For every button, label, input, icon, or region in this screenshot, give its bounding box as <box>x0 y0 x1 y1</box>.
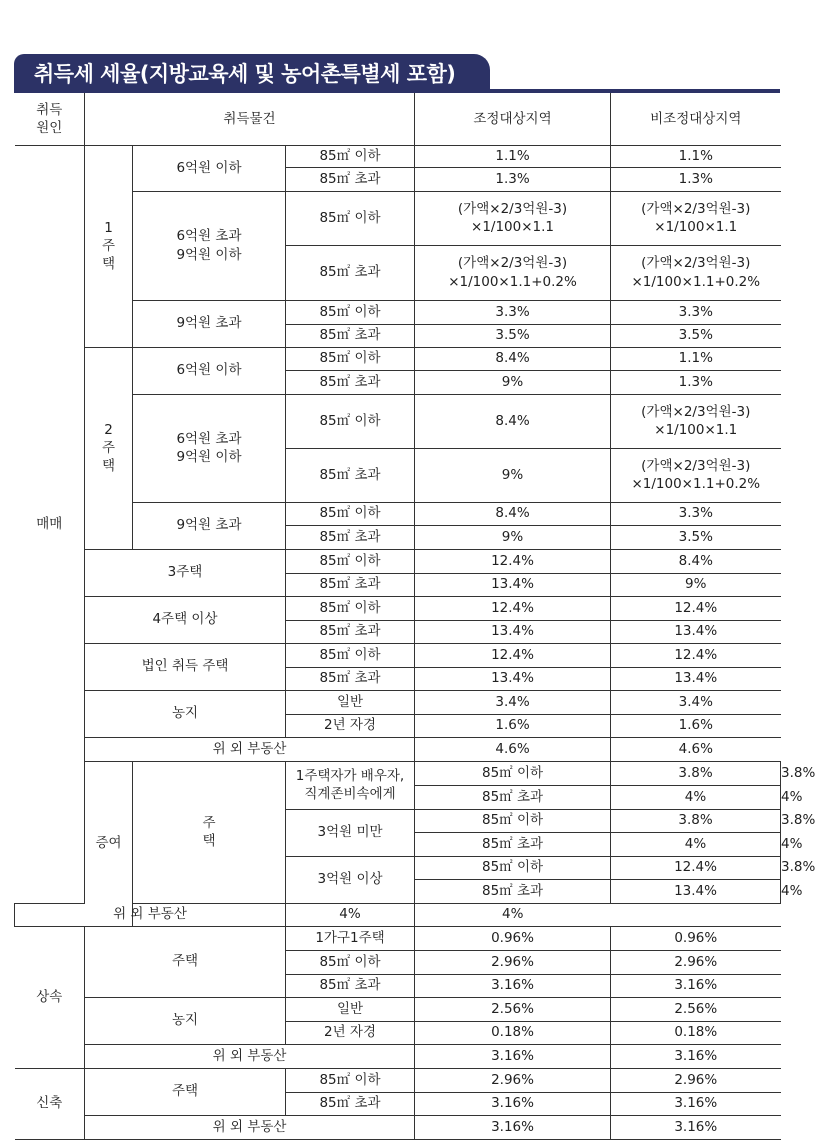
area-gt85: 85㎡ 초과 <box>286 448 415 502</box>
rate-non-adjusted: 13.4% <box>611 667 781 690</box>
rate-non-adjusted: 4% <box>415 903 611 926</box>
area-le85: 85㎡ 이하 <box>286 191 415 245</box>
spouse-label: 1주택자가 배우자, 직계존비속에게 <box>286 761 415 809</box>
rate-non-adjusted: 2.96% <box>611 1068 781 1092</box>
table-row <box>15 549 781 573</box>
header-cause: 취득 원인 <box>15 93 85 145</box>
rate-adjusted: 2.96% <box>415 950 611 974</box>
area-le85: 85㎡ 이하 <box>286 145 415 167</box>
rate-non-adjusted: 2.56% <box>611 997 781 1021</box>
table-row <box>15 596 781 620</box>
table-row <box>15 737 781 761</box>
section-sale: 매매 <box>15 145 85 903</box>
header-object: 취득물건 <box>85 93 415 145</box>
rate-adjusted: 2.96% <box>415 1068 611 1092</box>
rate-non-adjusted: 3.16% <box>611 1115 781 1139</box>
rate-non-adjusted: 13.4% <box>611 620 781 643</box>
farm-general: 일반 <box>286 690 415 714</box>
farm-two-year: 2년 자경 <box>286 1021 415 1044</box>
table-header-row <box>15 93 781 145</box>
section-inherit: 상속 <box>15 926 85 1068</box>
price-over-3: 3억원 이상 <box>286 856 415 903</box>
rate-non-adjusted: (가액×2/3억원-3) ×1/100×1.1+0.2% <box>611 245 781 300</box>
area-gt85: 85㎡ 초과 <box>286 324 415 347</box>
area-le85: 85㎡ 이하 <box>286 394 415 448</box>
header-adjusted: 조정대상지역 <box>415 93 611 145</box>
rate-non-adjusted: 3.3% <box>611 300 781 324</box>
price-6-to-9: 6억원 초과 9억원 이하 <box>133 191 286 300</box>
rate-adjusted: 3.4% <box>415 690 611 714</box>
rate-non-adjusted: 3.5% <box>611 525 781 549</box>
area-le85: 85㎡ 이하 <box>286 300 415 324</box>
other-property-label: 위 외 부동산 <box>85 1115 415 1139</box>
rate-non-adjusted: 1.1% <box>611 347 781 370</box>
rate-adjusted: 1.6% <box>415 714 611 737</box>
area-gt85: 85㎡ 초과 <box>286 525 415 549</box>
four-house-label: 4주택 이상 <box>85 596 286 643</box>
area-gt85: 85㎡ 초과 <box>286 370 415 394</box>
area-gt85: 85㎡ 초과 <box>415 832 611 856</box>
rate-adjusted: 3.16% <box>415 1115 611 1139</box>
rate-adjusted: 3.5% <box>415 324 611 347</box>
table-row <box>15 690 781 714</box>
price-6-to-9: 6억원 초과 9억원 이하 <box>133 394 286 502</box>
rate-adjusted: 9% <box>415 525 611 549</box>
rate-non-adjusted: 0.96% <box>611 926 781 950</box>
rate-adjusted: 12.4% <box>611 856 781 879</box>
farm-two-year: 2년 자경 <box>286 714 415 737</box>
table-row: 85㎡ 초과 4% 4% <box>15 832 781 856</box>
area-le85: 85㎡ 이하 <box>286 643 415 667</box>
rate-adjusted: 8.4% <box>415 502 611 525</box>
area-gt85: 85㎡ 초과 <box>286 167 415 191</box>
price-over-9: 9억원 초과 <box>133 502 286 549</box>
inherit-house-label: 주택 <box>85 926 286 997</box>
table-row <box>15 145 781 167</box>
table-row <box>15 903 781 926</box>
rate-non-adjusted: 3.4% <box>611 690 781 714</box>
rate-non-adjusted: 0.18% <box>611 1021 781 1044</box>
other-property-label: 위 외 부동산 <box>85 737 415 761</box>
rate-non-adjusted: 3.16% <box>611 974 781 997</box>
section-gift: 증여 <box>85 761 133 926</box>
one-house-label: 1 주 택 <box>85 145 133 347</box>
area-le85: 85㎡ 이하 <box>415 856 611 879</box>
rate-non-adjusted: 9% <box>611 573 781 596</box>
farm-general: 일반 <box>286 997 415 1021</box>
tax-rate-table <box>14 93 815 1140</box>
area-gt85: 85㎡ 초과 <box>286 620 415 643</box>
corp-house-label: 법인 취득 주택 <box>85 643 286 690</box>
rate-non-adjusted: 1.6% <box>611 714 781 737</box>
rate-non-adjusted: 1.3% <box>611 167 781 191</box>
area-le85: 85㎡ 이하 <box>286 950 415 974</box>
other-property-label: 위 외 부동산 <box>15 903 286 926</box>
area-gt85: 85㎡ 초과 <box>286 1092 415 1115</box>
table-row: 3억원 이상 85㎡ 이하 12.4% 3.8% <box>15 856 781 879</box>
rate-adjusted: 13.4% <box>415 620 611 643</box>
rate-adjusted: 2.56% <box>415 997 611 1021</box>
table-row: 3억원 미만 85㎡ 이하 3.8% 3.8% <box>15 809 781 832</box>
three-house-label: 3주택 <box>85 549 286 596</box>
rate-adjusted: 13.4% <box>611 879 781 903</box>
rate-adjusted: 4% <box>611 832 781 856</box>
area-le85: 85㎡ 이하 <box>286 596 415 620</box>
table-row: 85㎡ 초과 4% 4% <box>15 785 781 809</box>
rate-non-adjusted: 4.6% <box>611 737 781 761</box>
farmland-label: 농지 <box>85 690 286 737</box>
rate-adjusted: 9% <box>415 448 611 502</box>
table-row <box>15 643 781 667</box>
rate-adjusted: (가액×2/3억원-3) ×1/100×1.1 <box>415 191 611 245</box>
rate-adjusted: 0.18% <box>415 1021 611 1044</box>
inherit-farmland-label: 농지 <box>85 997 286 1044</box>
area-le85: 85㎡ 이하 <box>286 549 415 573</box>
price-under-6: 6억원 이하 <box>133 145 286 191</box>
title-banner <box>14 54 490 94</box>
area-gt85: 85㎡ 초과 <box>415 879 611 903</box>
table-row <box>15 997 781 1021</box>
rate-adjusted: 3.8% <box>611 761 781 785</box>
area-gt85: 85㎡ 초과 <box>286 245 415 300</box>
rate-adjusted: 4% <box>611 785 781 809</box>
table-row: 증여 주 택 1주택자가 배우자, 직계존비속에게 85㎡ 이하 3.8% 3.8% <box>15 761 781 785</box>
table-row: 85㎡ 초과 13.4% 4% <box>15 879 781 903</box>
rate-adjusted: 1.3% <box>415 167 611 191</box>
area-le85: 85㎡ 이하 <box>286 502 415 525</box>
other-property-label: 위 외 부동산 <box>85 1044 415 1068</box>
rate-adjusted: 13.4% <box>415 573 611 596</box>
area-gt85: 85㎡ 초과 <box>415 785 611 809</box>
area-gt85: 85㎡ 초과 <box>286 667 415 690</box>
rate-adjusted: 1.1% <box>415 145 611 167</box>
rate-adjusted: 12.4% <box>415 643 611 667</box>
price-under-6: 6억원 이하 <box>133 347 286 394</box>
section-newbuild: 신축 <box>15 1068 85 1139</box>
rate-adjusted: 0.96% <box>415 926 611 950</box>
area-le85: 85㎡ 이하 <box>286 347 415 370</box>
header-non-adjusted: 비조정대상지역 <box>611 93 781 145</box>
table-row <box>15 1068 781 1092</box>
rate-non-adjusted: 3.5% <box>611 324 781 347</box>
table-row <box>15 1044 781 1068</box>
rate-adjusted: 3.8% <box>611 809 781 832</box>
rate-adjusted: 4.6% <box>415 737 611 761</box>
rate-non-adjusted: (가액×2/3억원-3) ×1/100×1.1 <box>611 191 781 245</box>
rate-non-adjusted: 2.96% <box>611 950 781 974</box>
rate-non-adjusted: 12.4% <box>611 643 781 667</box>
one-household: 1가구1주택 <box>286 926 415 950</box>
area-gt85: 85㎡ 초과 <box>286 573 415 596</box>
page-title: 취득세 세율(지방교육세 및 농어촌특별세 포함) <box>34 62 456 86</box>
table-row <box>15 1115 781 1139</box>
rate-adjusted: 12.4% <box>415 596 611 620</box>
newbuild-house-label: 주택 <box>85 1068 286 1115</box>
table-row <box>15 347 781 370</box>
area-le85: 85㎡ 이하 <box>415 809 611 832</box>
price-over-9: 9억원 초과 <box>133 300 286 347</box>
rate-adjusted: 3.16% <box>415 1092 611 1115</box>
rate-non-adjusted: (가액×2/3억원-3) ×1/100×1.1 <box>611 394 781 448</box>
rate-adjusted: 4% <box>286 903 415 926</box>
rate-adjusted: 8.4% <box>415 347 611 370</box>
rate-adjusted: 13.4% <box>415 667 611 690</box>
rate-adjusted: 3.16% <box>415 974 611 997</box>
rate-non-adjusted: 3.16% <box>611 1092 781 1115</box>
two-house-label: 2 주 택 <box>85 347 133 549</box>
rate-non-adjusted: (가액×2/3억원-3) ×1/100×1.1+0.2% <box>611 448 781 502</box>
rate-adjusted: (가액×2/3억원-3) ×1/100×1.1+0.2% <box>415 245 611 300</box>
rate-non-adjusted: 1.3% <box>611 370 781 394</box>
rate-adjusted: 3.16% <box>415 1044 611 1068</box>
rate-non-adjusted: 3.3% <box>611 502 781 525</box>
rate-non-adjusted: 3.16% <box>611 1044 781 1068</box>
area-le85: 85㎡ 이하 <box>415 761 611 785</box>
rate-non-adjusted: 12.4% <box>611 596 781 620</box>
rate-adjusted: 8.4% <box>415 394 611 448</box>
rate-adjusted: 9% <box>415 370 611 394</box>
table-row <box>15 926 781 950</box>
rate-non-adjusted: 1.1% <box>611 145 781 167</box>
rate-adjusted: 12.4% <box>415 549 611 573</box>
gift-house-label: 주 택 <box>133 761 286 903</box>
area-le85: 85㎡ 이하 <box>286 1068 415 1092</box>
rate-non-adjusted: 8.4% <box>611 549 781 573</box>
area-gt85: 85㎡ 초과 <box>286 974 415 997</box>
rate-adjusted: 3.3% <box>415 300 611 324</box>
price-under-3: 3억원 미만 <box>286 809 415 856</box>
